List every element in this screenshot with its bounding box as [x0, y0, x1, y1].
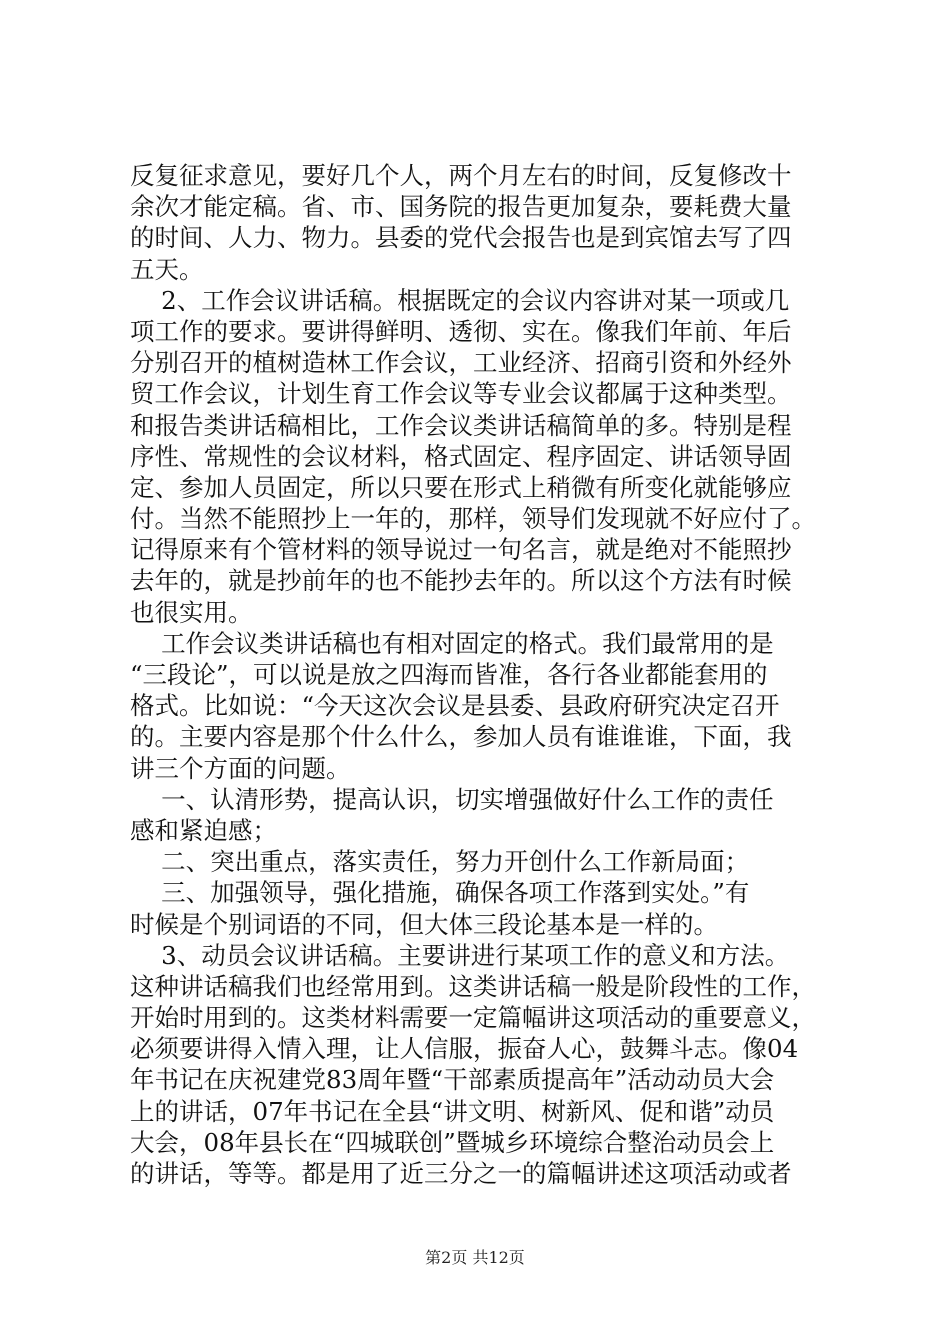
text-line: 格式。比如说：“今天这次会议是县委、县政府研究决定召开	[130, 691, 780, 721]
text-line: 的讲话，等等。都是用了近三分之一的篇幅讲述这项活动或者	[130, 1159, 792, 1188]
text-line: 二、突出重点，落实责任，努力开创什么工作新局面；	[130, 847, 750, 877]
text-line: 大会，08年县长在“四城联创”暨城乡环境综合整治动员会上	[130, 1127, 775, 1157]
body-text	[130, 160, 830, 1189]
text-line: 反复征求意见，要好几个人，两个月左右的时间，反复修改十	[130, 161, 792, 190]
text-line: 3、动员会议讲话稿。主要讲进行某项工作的意义和方法。	[130, 940, 790, 970]
page-footer: 第2页 共12页	[425, 1248, 525, 1267]
text-line: 开始时用到的。这类材料需要一定篇幅讲这项活动的重要意义，	[130, 1003, 816, 1033]
text-line: 定、参加人员固定，所以只要在形式上稍微有所变化就能够应	[130, 472, 792, 502]
text-line: 项工作的要求。要讲得鲜明、透彻、实在。像我们年前、年后	[130, 316, 792, 346]
text-line: 工作会议类讲话稿也有相对固定的格式。我们最常用的是	[130, 628, 774, 658]
text-line: 这种讲话稿我们也经常用到。这类讲话稿一般是阶段性的工作，	[130, 971, 816, 1001]
text-line: 去年的，就是抄前年的也不能抄去年的。所以这个方法有时候	[130, 566, 792, 596]
text-line: 余次才能定稿。省、市、国务院的报告更加复杂，要耗费大量	[130, 192, 792, 222]
text-line: 三、加强领导，强化措施，确保各项工作落到实处。”有	[130, 878, 750, 908]
text-line: 和报告类讲话稿相比，工作会议类讲话稿简单的多。特别是程	[130, 410, 792, 440]
text-line: 时候是个别词语的不同，但大体三段论基本是一样的。	[130, 909, 718, 939]
text-line: 一、认清形势，提高认识，切实增强做好什么工作的责任	[130, 784, 774, 814]
text-line: 上的讲话，07年书记在全县“讲文明、树新风、促和谐”动员	[130, 1096, 775, 1126]
text-line: 序性、常规性的会议材料，格式固定、程序固定、讲话领导固	[130, 441, 792, 471]
text-line: 的。主要内容是那个什么什么，参加人员有谁谁谁，下面，我	[130, 722, 792, 752]
text-line: “三段论”，可以说是放之四海而皆准，各行各业都能套用的	[130, 660, 768, 689]
text-line: 的时间、人力、物力。县委的党代会报告也是到宾馆去写了四	[130, 223, 792, 253]
text-line: 也很实用。	[130, 597, 253, 627]
text-line: 讲三个方面的问题。	[130, 753, 351, 783]
text-line: 记得原来有个管材料的领导说过一句名言，就是绝对不能照抄	[130, 535, 792, 565]
text-line: 感和紧迫感；	[130, 815, 277, 845]
text-line: 年书记在庆祝建党83周年暨“干部素质提高年”活动动员大会	[130, 1065, 775, 1095]
text-line: 贸工作会议，计划生育工作会议等专业会议都属于这种类型。	[130, 379, 792, 409]
text-line: 分别召开的植树造林工作会议，工业经济、招商引资和外经外	[130, 348, 792, 378]
text-line: 必须要讲得入情入理，让人信服，振奋人心，鼓舞斗志。像04	[130, 1034, 799, 1064]
text-line: 付。当然不能照抄上一年的，那样，领导们发现就不好应付了。	[130, 504, 816, 534]
text-line: 2、工作会议讲话稿。根据既定的会议内容讲对某一项或几	[130, 285, 790, 315]
text-line: 五天。	[130, 254, 204, 284]
